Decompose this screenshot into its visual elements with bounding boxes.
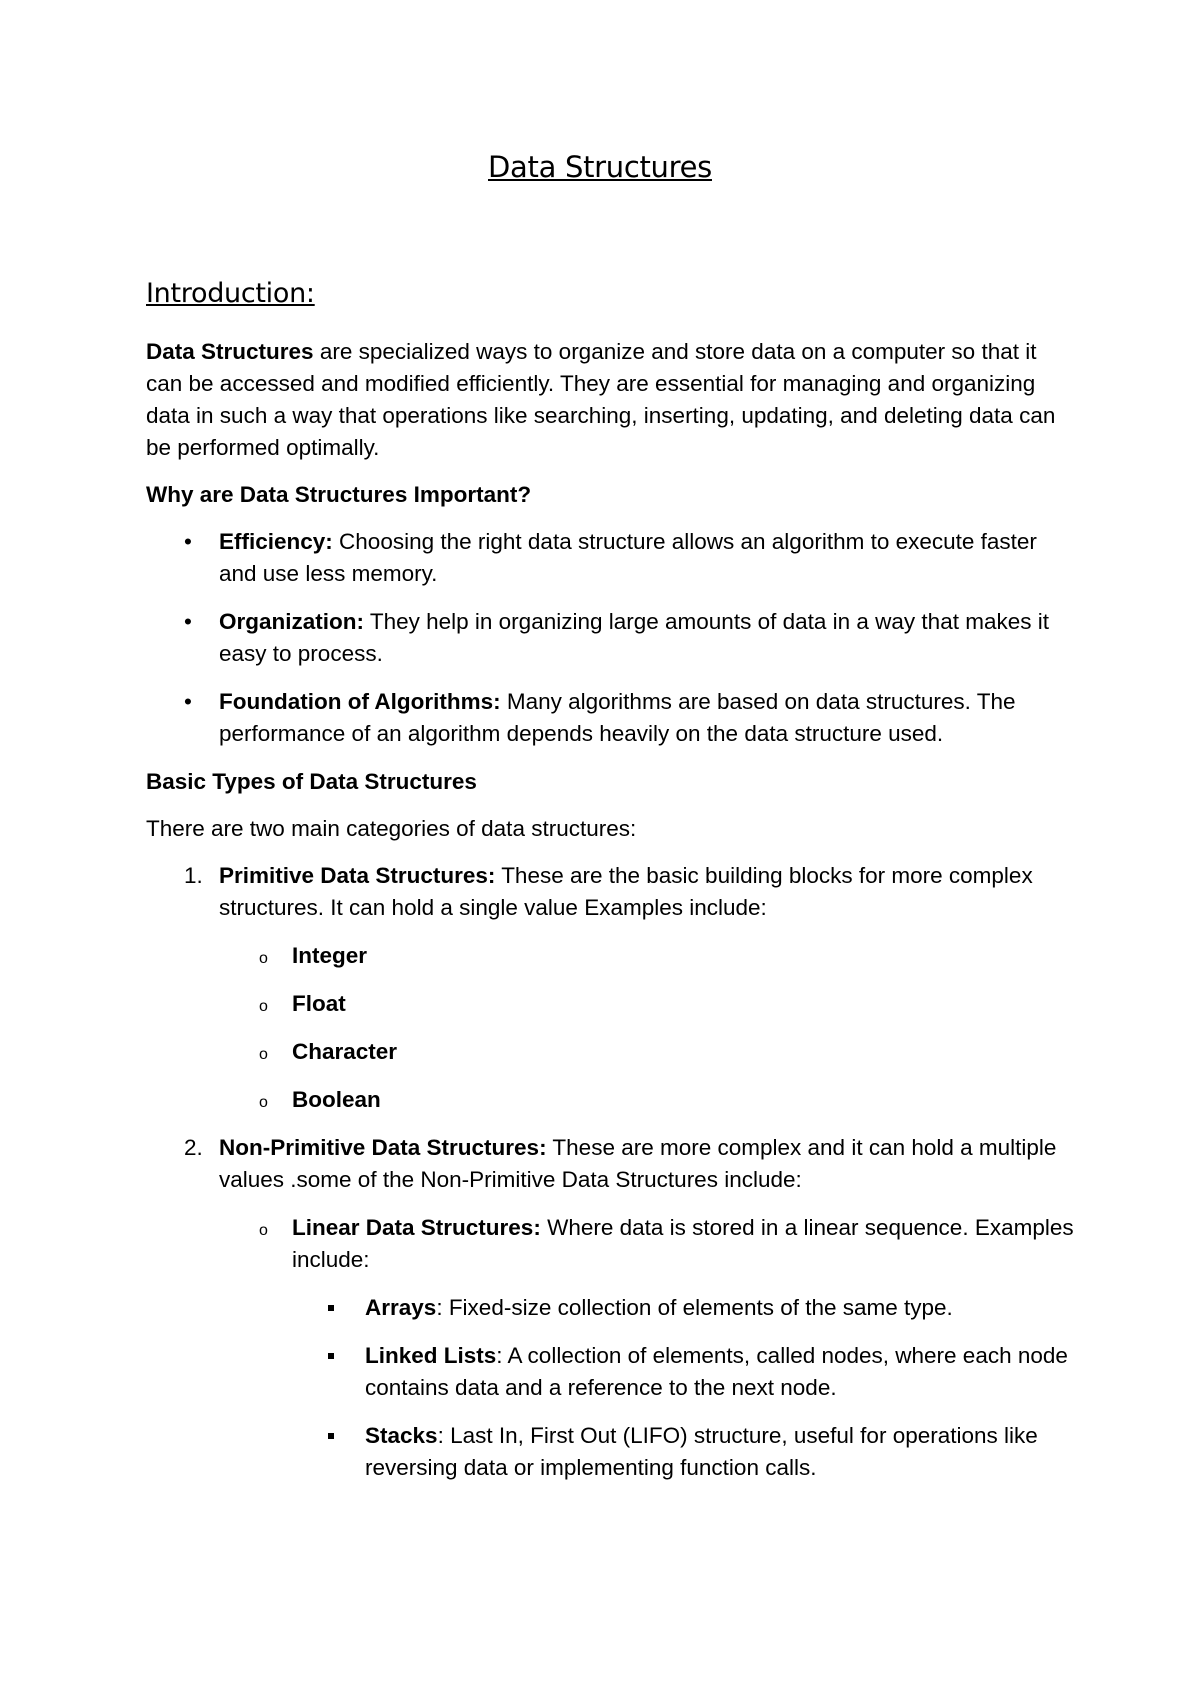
example-label: Float [292,991,346,1016]
example-label: Integer [292,943,368,968]
list-item [292,1292,1076,1324]
introduction-heading: Introduction: [146,278,315,309]
item-term: Arrays [365,1295,437,1320]
non-primitive-categories [219,1212,1076,1484]
item-term: Organization: [219,609,364,634]
item-text: Many algorithms are based on data structures. The performance of an algorithm depends heavily on the data structure used. [219,689,1016,746]
list-number: 2. [184,1135,203,1160]
item-text: These are more complex and it can hold a multiple values .some of the Non-Primitive Data Structures include: [219,1135,1057,1192]
item-text: These are the basic building blocks for more complex structures. It can hold a single value Examples include: [219,863,1033,920]
item-term: Foundation of Algorithms: [219,689,501,714]
circle-bullet: o [259,1046,268,1063]
list-item-non-primitive [146,1132,1076,1484]
list-item [219,1036,1076,1068]
list-item [219,1084,1076,1116]
item-term: Linked Lists [365,1343,497,1368]
circle-bullet: o [259,950,268,967]
item-text: : Fixed-size collection of elements of the same type. [436,1295,953,1320]
document-title: Data Structures [488,150,712,184]
square-bullet [328,1353,334,1359]
document-body [146,336,1076,1500]
primitive-examples [219,940,1076,1116]
list-item [146,606,1076,670]
item-term: Efficiency: [219,529,333,554]
types-heading: Basic Types of Data Structures [146,769,477,794]
list-item [219,940,1076,972]
circle-bullet: o [259,998,268,1015]
bullet-marker: • [184,609,192,634]
item-text: Choosing the right data structure allows an algorithm to execute faster and use less memory. [219,529,1037,586]
item-text: : Last In, First Out (LIFO) structure, useful for operations like reversing data or implementing function calls. [365,1423,1038,1480]
types-list [146,860,1076,1484]
item-term: Linear Data Structures: [292,1215,541,1240]
intro-term: Data Structures [146,339,314,364]
example-label: Boolean [292,1087,381,1112]
bullet-marker: • [184,529,192,554]
types-lead: There are two main categories of data structures: [146,816,637,841]
list-item [219,988,1076,1020]
list-item-primitive [146,860,1076,1116]
item-term: Stacks [365,1423,438,1448]
linear-examples [292,1292,1076,1484]
example-label: Character [292,1039,398,1064]
list-item [146,686,1076,750]
intro-text: are specialized ways to organize and store data on a computer so that it can be accessed and modified efficiently. They are essential for managing and organizing data in such a way that operations like searching, inserting, updating, and deleting data can be performed optimally. [146,339,1056,460]
why-list [146,526,1076,750]
why-heading: Why are Data Structures Important? [146,482,532,507]
bullet-marker: • [184,689,192,714]
square-bullet [328,1305,334,1311]
list-number: 1. [184,863,203,888]
item-term: Primitive Data Structures: [219,863,496,888]
intro-paragraph [146,336,1076,464]
list-item [292,1340,1076,1404]
item-text: Where data is stored in a linear sequence. Examples include: [292,1215,1074,1272]
list-item-linear [219,1212,1076,1484]
circle-bullet: o [259,1094,268,1111]
list-item [146,526,1076,590]
square-bullet [328,1433,334,1439]
item-term: Non-Primitive Data Structures: [219,1135,547,1160]
list-item [292,1420,1076,1484]
item-text: : A collection of elements, called nodes, where each node contains data and a reference to the next node. [365,1343,1068,1400]
item-text: They help in organizing large amounts of data in a way that makes it easy to process. [219,609,1049,666]
circle-bullet: o [259,1222,268,1239]
